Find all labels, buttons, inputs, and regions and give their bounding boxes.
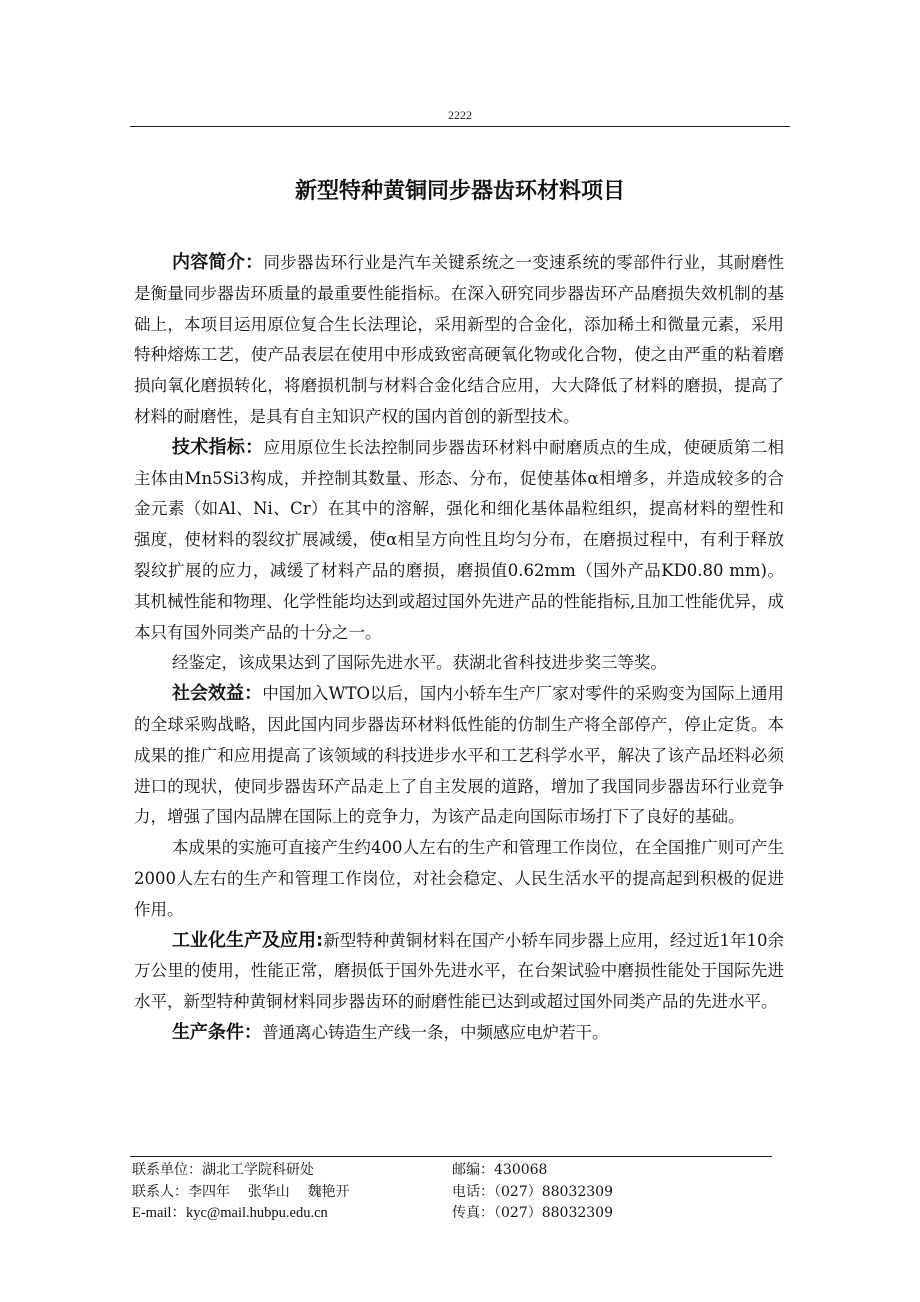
text-employment: 本成果的实施可直接产生约400人左右的生产和管理工作岗位，在全国推广则可产生2000人左右的生产和管理工作岗位，对社会稳定、人民生活水平的提高起到积极的促进作用。 bbox=[134, 838, 784, 919]
text-content-intro: 同步器齿环行业是汽车关键系统之一变速系统的零部件行业，其耐磨性是衡量同步器齿环质量的最重要性能指标。在深入研究同步器齿环产品磨损失效机制的基础上，本项目运用原位复合生长法理论，采用新型的合金化，添加稀土和微量元素，采用特种熔炼工艺，使产品表层在使用中形成致密高硬氧化物或化合物，使之由严重的粘着磨损向氧化磨损转化，将磨损机制与材料合金化结合应用，大大降低了材料的磨损，提高了材料的耐磨性，是具有自主知识产权的国内首创的新型技术。 bbox=[134, 253, 785, 426]
paragraph-production-conditions bbox=[134, 1018, 784, 1049]
phone: 电话：（027）88032309 bbox=[452, 1183, 613, 1200]
heading-industrial-application: 工业化生产及应用: bbox=[171, 929, 324, 951]
postcode: 邮编：430068 bbox=[452, 1162, 548, 1178]
paragraph-employment bbox=[134, 833, 784, 925]
footer-row-email bbox=[132, 1203, 772, 1225]
contact-persons: 联系人：李四年 张华山 魏艳开 bbox=[132, 1183, 350, 1200]
fax: 传真：（027）88032309 bbox=[452, 1205, 613, 1221]
heading-technical-specs: 技术指标： bbox=[171, 436, 264, 458]
footer-row-contact bbox=[132, 1182, 772, 1204]
email-link[interactable]: E-mail：kyc@mail.hubpu.edu.cn bbox=[132, 1205, 328, 1221]
heading-production-conditions: 生产条件： bbox=[171, 1021, 262, 1043]
heading-content-intro: 内容简介： bbox=[171, 252, 264, 273]
page-number: 2222 bbox=[448, 108, 472, 122]
paragraph-social-benefits bbox=[134, 679, 784, 833]
paragraph-content-intro bbox=[134, 248, 784, 433]
document-body bbox=[134, 248, 784, 1049]
contact-footer bbox=[132, 1160, 772, 1225]
text-appraisal: 经鉴定，该成果达到了国际先进水平。获湖北省科技进步奖三等奖。 bbox=[171, 653, 667, 673]
header-divider bbox=[130, 126, 790, 127]
text-production-conditions: 普通离心铸造生产线一条，中频感应电炉若干。 bbox=[261, 1022, 609, 1042]
text-technical-specs: 应用原位生长法控制同步器齿环材料中耐磨质点的生成，使硬质第二相主体由Mn5Si3构成，并控制其数量、形态、分布，促使基体α相增多，并造成较多的合金元素（如Al、Ni、Cr）在其中的溶解，强化和细化基体晶粒组织，提高材料的塑性和强度，使材料的裂纹扩展减缓，使α相呈方向性且均匀分布，在磨损过程中，有利于释放裂纹扩展的应力，减缓了材料产品的磨损，磨损值0.62mm（国外产品KD0.80 mm)。其机械性能和物理、化学性能均达到或超过国外先进产品的性能指标,且加工性能优异，成本只有国外同类产品的十分之一。 bbox=[134, 437, 785, 642]
paragraph-industrial-application bbox=[134, 926, 784, 1018]
footer-row-unit bbox=[132, 1160, 772, 1182]
text-social-benefits: 中国加入WTO以后，国内小轿车生产厂家对零件的采购变为国际上通用的全球采购战略，因此国内同步器齿环材料低性能的仿制生产将全部停产，停止定货。本成果的推广和应用提高了该领域的科技进步水平和工艺科学水平，解决了该产品坯料必须进口的现状，使同步器齿环产品走上了自主发展的道路，增加了我国同步器齿环行业竞争力，增强了国内品牌在国际上的竞争力，为该产品走向国际市场打下了良好的基础。 bbox=[134, 684, 785, 827]
paragraph-technical-specs bbox=[134, 433, 784, 649]
text-industrial-application: 新型特种黄铜材料在国产小轿车同步器上应用，经过近1年10余万公里的使用，性能正常，磨损低于国外先进水平，在台架试验中磨损性能处于国际先进水平，新型特种黄铜材料同步器齿环的耐磨性能已达到或超过国外同类产品的先进水平。 bbox=[134, 930, 784, 1012]
heading-social-benefits: 社会效益： bbox=[171, 683, 263, 705]
paragraph-appraisal bbox=[134, 648, 784, 679]
footer-divider bbox=[130, 1156, 772, 1157]
contact-unit: 联系单位：湖北工学院科研处 bbox=[132, 1162, 314, 1178]
document-title: 新型特种黄铜同步器齿环材料项目 bbox=[294, 179, 625, 204]
